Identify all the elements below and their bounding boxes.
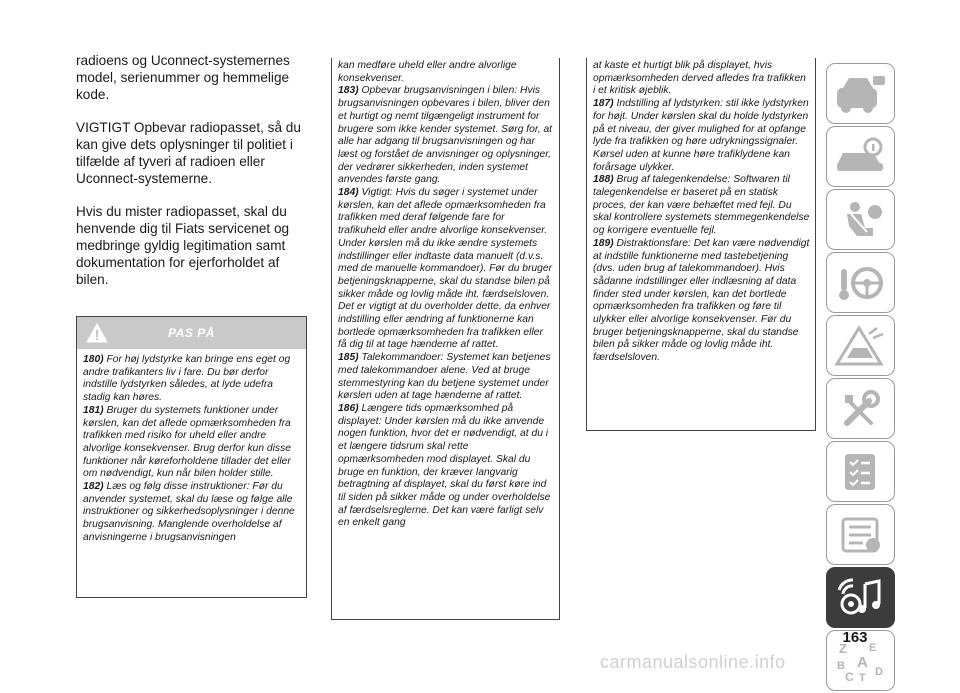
note-item: [338, 187, 554, 352]
tools-icon: [833, 387, 889, 431]
tab-checklist[interactable]: [826, 441, 895, 502]
note-number: 185): [338, 352, 359, 364]
note-text: Distraktionsfare: Det kan være nødvendigt at indstille funktionerne med tastebetjening (dvs. uden brug af talekommandoer). Hvis sådanne indstillinger eller indlæsning af data finder sted under kørslen, kan det bortlede opmærksomheden fra trafikken og føre til ulykker eller alvorlige konsekvenser. Før du bruger betjeningsknapperne, skal du standse bilen på sikker måde og lovlig måde iht. færdselsloven.: [593, 237, 810, 364]
right-column-box: [586, 58, 816, 431]
note-item: [593, 238, 810, 365]
note-item: [593, 98, 810, 174]
index-letter: A: [856, 653, 868, 671]
tab-starting-driving[interactable]: [826, 252, 895, 313]
tab-specifications[interactable]: [826, 504, 895, 565]
tab-maintenance[interactable]: [826, 378, 895, 439]
watermark: carmanualsonline.info: [600, 652, 786, 672]
index-letter: E: [868, 641, 876, 654]
warning-triangle-icon: [86, 323, 108, 343]
warning-box: [76, 316, 307, 598]
left-column: [76, 52, 306, 304]
note-item: [83, 354, 301, 405]
note-text: Vigtigt: Hvis du søger i systemet under kørslen, kan det aflede opmærksomheden fra trafikken med deraf følgende fare for trafikuheld eller andre alvorlige konsekvenser. Under kørslen må du ikke ændre systemets indstillinger eller indtaste data manuelt (d.v.s. med de manuelle kommandoer). Før du bruger betjeningsknapperne, skal du standse bilen på sikker måde og lovlig måde iht. færdselsloven. Det er vigtigt at du overholder dette, da enhver indstilling eller ændring af funktionerne kan bortlede opmærksomheden fra trafikken eller få dig til at tage hænderne af rattet.: [338, 187, 553, 351]
continued-text: kan medføre uheld eller andre alvorlige konsekvenser.: [338, 60, 517, 84]
note-number: 189): [593, 237, 614, 249]
note-item: [338, 403, 554, 530]
note-text: Bruger du systemets funktioner under kørslen, kan det aflede opmærksomheden fra trafikken med risiko for uheld eller andre alvorlige konsekvenser. Brug derfor kun disse funktioner når køreforholdene tillader det eller om nødvendigt, kun når bilen holder stille.: [83, 404, 291, 480]
note-item: [338, 85, 554, 187]
note-text: Opbevar brugsanvisningen i bilen: Hvis brugsanvisningen opbevares i bilen, bliver den et hurtigt og nemt tilgængeligt instrument for brugere som ikke kender systemet. Sørg for, at alle har adgang til brugsanvisningen og har læst og forstået de anvisninger og oplysninger, der vedrører sikkerheden, inden systemet anvendes første gang.: [338, 85, 553, 186]
warning-car-crash-icon: [833, 324, 889, 368]
multimedia-icon: [833, 576, 889, 620]
index-letter: D: [874, 665, 883, 678]
chapter-tabs: [826, 63, 896, 693]
note-text: Talekommandoer: Systemet kan betjenes med talekommandoer alene. Ved at bruge stemmestyring kan du betjene systemet under kørslen uden at tage hænderne af rattet.: [338, 352, 551, 402]
tab-dashboard[interactable]: [826, 63, 895, 124]
note-number: 187): [593, 98, 614, 110]
index-letter: C: [844, 669, 854, 683]
continued-text: at kaste et hurtigt blik på displayet, hvis opmærksomheden derved afledes fra trafikken i et kritisk øjeblik.: [593, 60, 806, 97]
note-number: 181): [83, 404, 104, 416]
tab-emergency[interactable]: [826, 315, 895, 376]
note-item: [338, 352, 554, 403]
tab-multimedia[interactable]: [826, 567, 895, 628]
paragraph: radioens og Uconnect-systemernes model, serienummer og hemmelige kode.: [76, 53, 290, 102]
page-number: 163: [842, 629, 868, 646]
warning-body: [77, 349, 306, 545]
note-number: 183): [338, 85, 359, 97]
note-number: 184): [338, 187, 359, 199]
index-letter: Z: [838, 640, 847, 656]
seat-airbag-icon: [833, 198, 889, 242]
note-text: Brug af talegenkendelse: Softwaren til talegenkendelse er baseret på en statisk proces, der kan være behæftet med fejl. Du skal kontrollere systemets stemmegenkendelse og korrigere eventuelle fejl.: [593, 174, 810, 237]
car-info-icon: [833, 135, 889, 179]
index-letter: B: [836, 659, 845, 672]
note-item: [593, 174, 810, 238]
note-number: 186): [338, 402, 359, 414]
tab-car-info[interactable]: [826, 126, 895, 187]
warning-title: PAS PÅ: [168, 326, 215, 340]
paragraph: Hvis du mister radiopasset, skal du henvende dig til Fiats servicenet og medbringe gyldig legitimation samt dokumentation for ejerforholdet af bilen.: [76, 204, 290, 287]
note-item: [83, 405, 301, 481]
warning-header: [77, 317, 306, 349]
note-number: 180): [83, 354, 104, 365]
note-number: 182): [83, 481, 104, 493]
note-number: 188): [593, 174, 614, 186]
note-text: Læs og følg disse instruktioner: Før du anvender systemet, skal du læse og følge alle instruktioner og sikkerhedsoplysninger i denne brugsanvisning. Manglende overholdelse af anvisningerne i brugsanvisningen: [83, 481, 295, 543]
index-letter: T: [858, 671, 866, 683]
checklist-icon: [833, 450, 889, 494]
middle-column-box: [331, 58, 560, 620]
key-steering-wheel-icon: [833, 261, 889, 305]
note-text: For høj lydstyrke kan bringe ens eget og andre trafikanters liv i fare. Du bør derfor indstille lydstyrken således, at lyde udefra stadig kan høres.: [83, 354, 291, 404]
car-dashboard-icon: [833, 72, 889, 116]
note-text: Indstilling af lydstyrken: stil ikke lydstyrken for højt. Under kørslen skal du holde lydstyrken på et niveau, der giver mulighed for at opfange lyde fra trafikken og høre udrykningssignaler. Kørsel uden at kunne høre trafiklydene kan forårsage ulykker.: [593, 98, 809, 173]
note-item: [83, 481, 301, 545]
paragraph: VIGTIGT Opbevar radiopasset, så du kan give dets oplysninger til politiet i tilfælde af tyveri af radioen eller Uconnect-systemerne.: [76, 120, 301, 186]
tab-safety[interactable]: [826, 189, 895, 250]
note-text: Længere tids opmærksomhed på displayet: Under kørslen må du ikke anvende nogen funktion, hvor det er nødvendigt, at du i et længere tidsrum skal rette opmærksomheden mod displayet. Skal du bruge en funktion, der kræver langvarig betragtning af displayet, skal du først køre ind til siden på sikker måde og under overholdelse af færdselsreglerne. Det kan være farligt selv en enkelt gang: [338, 402, 551, 529]
specifications-icon: [833, 513, 889, 557]
